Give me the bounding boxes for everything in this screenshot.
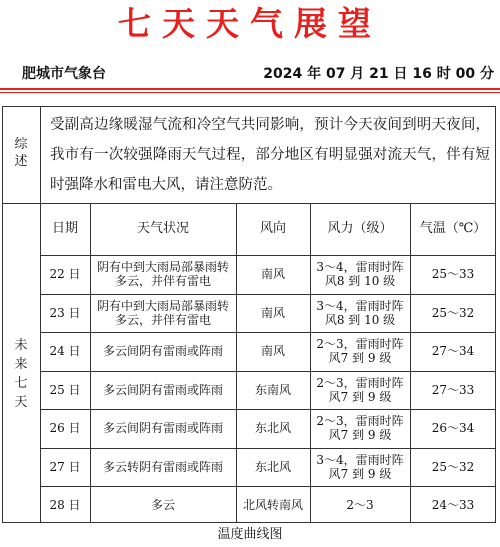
cell-wind-direction: 东北风 — [254, 421, 291, 436]
cell-weather: 多云 — [150, 498, 175, 513]
cell-date: 28 日 — [49, 498, 81, 513]
cell-wind-force: 3～4，雷雨时阵风8 到 10 级 — [316, 298, 404, 327]
header-divider-thick — [0, 88, 500, 90]
cell-wind-force: 2～3，雷雨时阵风7 到 9 级 — [316, 375, 404, 404]
header-wind-direction: 风向 — [259, 221, 286, 236]
cell-weather: 多云间阴有雷雨或阵雨 — [102, 421, 223, 436]
cell-wind-direction: 北风转南风 — [242, 498, 303, 513]
cell-wind-direction: 南风 — [260, 344, 285, 359]
cell-wind-direction: 南风 — [260, 305, 285, 320]
header-date: 日期 — [51, 221, 78, 236]
issue-time: 2024 年 07 月 21 日 16 时 00 分 — [263, 66, 494, 82]
cell-weather: 多云间阴有雷雨或阵雨 — [102, 344, 223, 359]
cell-temperature: 26～34 — [431, 421, 475, 436]
cell-temperature: 25～32 — [431, 305, 475, 320]
cell-weather: 多云转阴有雷雨或阵雨 — [102, 459, 223, 474]
page-title: 七天天气展望 — [118, 4, 382, 43]
issue-header — [22, 63, 494, 85]
cell-wind-direction: 东北风 — [254, 459, 291, 474]
summary-text: 受副高边缘暖湿气流和冷空气共同影响，预计今天夜间到明天夜间，我市有一次较强降雨天气过程，部分地区有明显强对流天气，伴有短时强降水和雷电大风，请注意防范。 — [50, 117, 490, 193]
cell-weather: 阴有中到大雨局部暴雨转多云，并伴有雷电 — [96, 298, 229, 327]
cell-date: 25 日 — [49, 382, 81, 397]
cell-date: 23 日 — [49, 305, 81, 320]
cell-weather: 阴有中到大雨局部暴雨转多云，并伴有雷电 — [96, 260, 229, 289]
summary-label-divider — [40, 106, 41, 204]
cell-wind-force: 3～4，雷雨时阵风8 到 10 级 — [316, 260, 404, 289]
cell-date: 22 日 — [49, 267, 81, 282]
cell-wind-force: 3～4，雷雨时阵风7 到 9 级 — [316, 452, 404, 481]
cell-wind-direction: 东南风 — [254, 382, 291, 397]
cell-date: 27 日 — [49, 459, 81, 474]
summary-label: 综述 — [14, 137, 28, 169]
cell-temperature: 27～34 — [431, 344, 475, 359]
header-wind-force: 风力（级） — [327, 221, 393, 236]
cell-temperature: 25～32 — [431, 459, 475, 474]
cell-wind-force: 2～3，雷雨时阵风7 到 9 级 — [316, 337, 404, 366]
header-weather: 天气状况 — [136, 221, 189, 236]
cell-wind-direction: 南风 — [260, 267, 285, 282]
cell-temperature: 25～33 — [431, 267, 475, 282]
forecast-label: 未来七天 — [14, 338, 28, 410]
chart-caption: 温度曲线图 — [217, 527, 283, 542]
cell-date: 26 日 — [49, 421, 81, 436]
cell-wind-force: 2～3，雷雨时阵风7 到 9 级 — [316, 414, 404, 443]
cell-wind-force: 2～3 — [346, 498, 374, 513]
header-divider-thin — [0, 92, 500, 93]
station-name: 肥城市气象台 — [22, 66, 106, 82]
cell-weather: 多云间阴有雷雨或阵雨 — [102, 382, 223, 397]
cell-temperature: 24～33 — [431, 498, 475, 513]
cell-temperature: 27～33 — [431, 382, 475, 397]
header-temperature: 气温（℃） — [419, 221, 487, 236]
cell-date: 24 日 — [49, 344, 81, 359]
